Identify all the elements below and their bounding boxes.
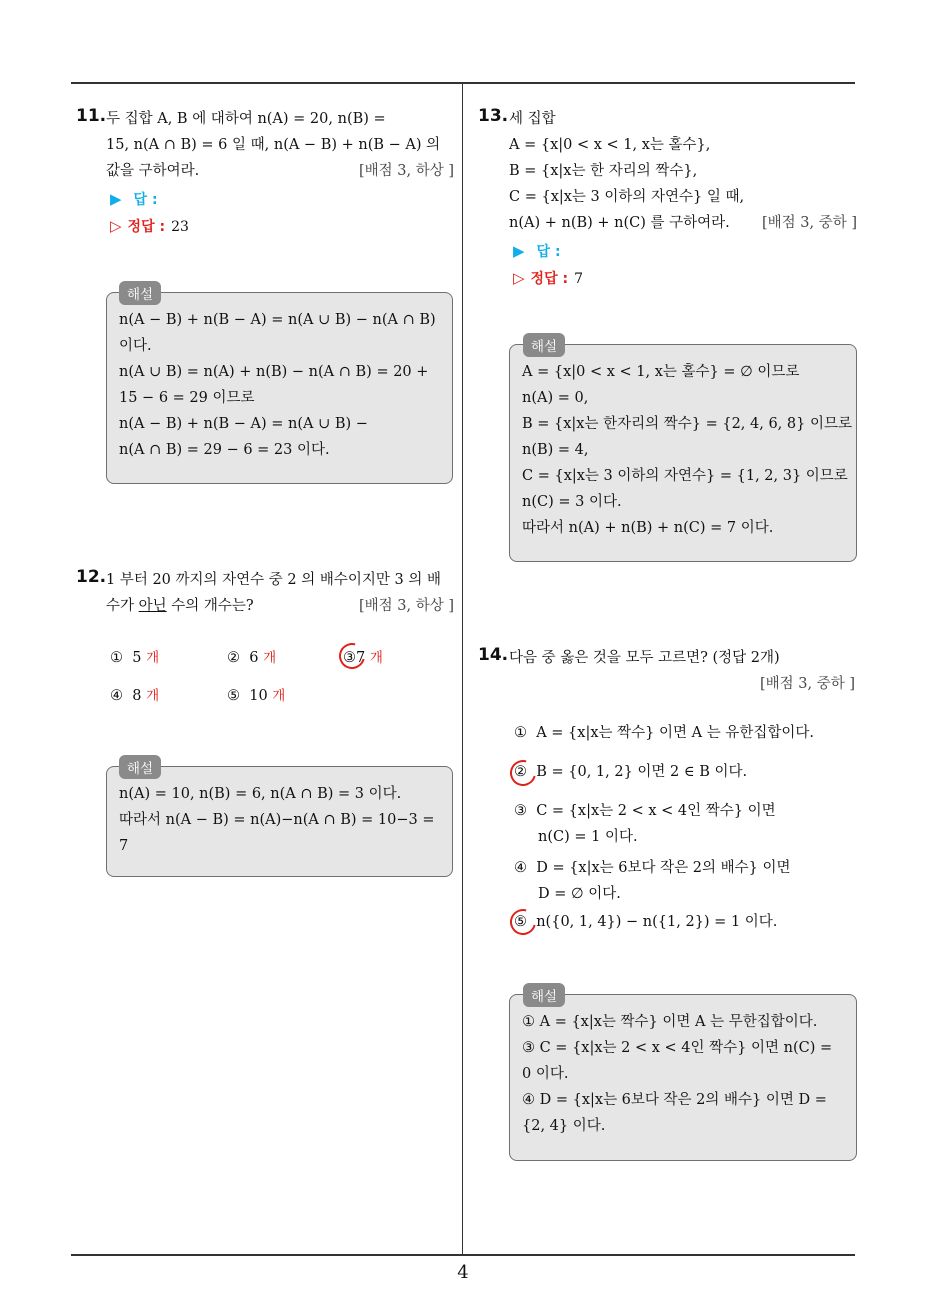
option-1[interactable] [514, 720, 814, 746]
question-line: 15, n(A ∩ B) = 6 일 때, n(A − B) + n(B − A) 의 [106, 137, 441, 153]
question-line: A = {x|0 < x < 1, x는 홀수}, [509, 137, 711, 153]
choice-3[interactable] [343, 646, 383, 666]
explanation-line: 이다. [119, 338, 152, 354]
question-11-meta: [배점 3, 하상 ] [358, 163, 454, 179]
option-text: B = {0, 1, 2} 이면 2 ∈ B 이다. [536, 764, 748, 780]
bottom-rule [71, 1254, 855, 1256]
explanation-line: 7 [119, 838, 129, 854]
option-4[interactable] [514, 855, 790, 907]
question-line: n(A) + n(B) + n(C) 를 구하여라. [509, 215, 730, 231]
explanation-line: n(A ∪ B) = n(A) + n(B) − n(A ∩ B) = 20 + [119, 364, 429, 380]
choice-2[interactable] [227, 646, 276, 666]
choice-mark: ⑤ [227, 688, 240, 704]
question-13-meta: [배점 3, 중하 ] [761, 215, 857, 231]
answer-label: 답 : [133, 192, 158, 208]
option-mark: ④ [514, 860, 527, 876]
question-12-text [106, 567, 454, 619]
explanation-line: A = {x|0 < x < 1, x는 홀수} = ∅ 이므로 [522, 364, 800, 380]
choice-mark: ② [227, 650, 240, 666]
answer-label: 답 : [536, 244, 561, 260]
q11-explanation-tag: 해설 [119, 281, 161, 305]
explanation-line: B = {x|x는 한자리의 짝수} = {2, 4, 6, 8} 이므로 [522, 416, 852, 432]
question-13-number: 13. [478, 106, 509, 126]
option-text: C = {x|x는 2 < x < 4인 짝수} 이면 [536, 803, 776, 819]
outline-triangle-icon: ▷ [513, 269, 525, 287]
page-number: 4 [457, 1262, 469, 1283]
explanation-line: n(A) = 0, [522, 390, 589, 406]
correct-label: 정답 : [127, 219, 166, 235]
question-12-number: 12. [76, 567, 107, 587]
option-text: D = {x|x는 6보다 작은 2의 배수} 이면 [536, 860, 791, 876]
question-14-number: 14. [478, 645, 509, 665]
explanation-line: n(A) = 10, n(B) = 6, n(A ∩ B) = 3 이다. [119, 786, 402, 802]
outline-triangle-icon: ▷ [110, 217, 122, 235]
play-triangle-icon: ▶ [110, 190, 122, 208]
option-mark: ① [514, 725, 527, 741]
question-13-text [509, 106, 857, 236]
choice-1[interactable] [110, 646, 159, 666]
q11-explanation-box [106, 292, 453, 484]
choice-unit: 개 [146, 650, 160, 666]
choice-5[interactable] [227, 684, 285, 704]
choice-unit: 개 [263, 650, 277, 666]
question-14-text [509, 645, 855, 697]
q14-explanation-tag: 해설 [523, 983, 565, 1007]
explanation-line: C = {x|x는 3 이하의 자연수} = {1, 2, 3} 이므로 [522, 468, 848, 484]
question-line: 세 집합 [509, 111, 556, 127]
question-14-meta: [배점 3, 중하 ] [759, 676, 855, 692]
explanation-line: n(A ∩ B) = 29 − 6 = 23 이다. [119, 442, 330, 458]
choice-mark: ③ [343, 650, 356, 666]
choice-value: 6 [249, 650, 259, 666]
option-text: n(C) = 1 이다. [538, 829, 638, 845]
q12-explanation-tag: 해설 [119, 755, 161, 779]
play-triangle-icon: ▶ [513, 242, 525, 260]
choice-4[interactable] [110, 684, 159, 704]
question-line: 값을 구하여라. [106, 163, 200, 179]
underlined-word: 아닌 [138, 598, 167, 614]
question-line-part: 수가 [106, 598, 139, 614]
explanation-line: 따라서 n(A − B) = n(A)−n(A ∩ B) = 10−3 = [119, 812, 435, 828]
question-11-text [106, 106, 454, 184]
option-text: A = {x|x는 짝수} 이면 A 는 유한집합이다. [536, 725, 814, 741]
option-text: n({0, 1, 4}) − n({1, 2}) = 1 이다. [536, 914, 778, 930]
question-line: B = {x|x는 한 자리의 짝수}, [509, 163, 698, 179]
question-line: 다음 중 옳은 것을 모두 고르면? (정답 2개) [509, 650, 780, 666]
question-line: 두 집합 A, B 에 대하여 n(A) = 20, n(B) = [106, 111, 386, 127]
choice-value: 8 [132, 688, 142, 704]
explanation-line: ④ D = {x|x는 6보다 작은 2의 배수} 이면 D = [522, 1092, 827, 1108]
explanation-line: 따라서 n(A) + n(B) + n(C) = 7 이다. [522, 520, 774, 536]
correct-value: 23 [171, 219, 189, 235]
choice-mark: ① [110, 650, 123, 666]
choice-unit: 개 [146, 688, 160, 704]
top-rule [71, 82, 855, 84]
choice-value: 5 [132, 650, 142, 666]
option-3[interactable] [514, 798, 776, 850]
explanation-line: ③ C = {x|x는 2 < x < 4인 짝수} 이면 n(C) = [522, 1040, 833, 1056]
question-12-meta: [배점 3, 하상 ] [358, 598, 454, 614]
question-line: 1 부터 20 까지의 자연수 중 2 의 배수이지만 3 의 배 [106, 572, 441, 588]
explanation-line: n(C) = 3 이다. [522, 494, 622, 510]
option-mark: ③ [514, 803, 527, 819]
explanation-line: n(A − B) + n(B − A) = n(A ∪ B) − n(A ∩ B) [119, 312, 436, 328]
question-11-number: 11. [76, 106, 107, 126]
q13-correct-row [513, 268, 583, 288]
choice-unit: 개 [272, 688, 286, 704]
explanation-line: 15 − 6 = 29 이므로 [119, 390, 255, 406]
option-text: D = ∅ 이다. [538, 886, 621, 902]
explanation-line: ① A = {x|x는 짝수} 이면 A 는 무한집합이다. [522, 1014, 818, 1030]
option-mark: ⑤ [514, 914, 527, 930]
column-divider [462, 84, 463, 1254]
option-5[interactable] [514, 909, 777, 935]
correct-label: 정답 : [530, 271, 569, 287]
q14-explanation-box [509, 994, 857, 1161]
q11-correct-row [110, 216, 189, 236]
q13-explanation-box [509, 344, 857, 562]
q12-explanation-box [106, 766, 453, 877]
explanation-line: n(A − B) + n(B − A) = n(A ∪ B) − [119, 416, 368, 432]
q13-answer-row [513, 241, 561, 261]
correct-value: 7 [574, 271, 583, 287]
question-line: C = {x|x는 3 이하의 자연수} 일 때, [509, 189, 745, 205]
choice-value: 7 [356, 650, 366, 666]
choice-value: 10 [249, 688, 268, 704]
option-mark: ② [514, 764, 527, 780]
option-2[interactable] [514, 759, 747, 785]
explanation-line: 0 이다. [522, 1066, 569, 1082]
choice-unit: 개 [369, 650, 383, 666]
explanation-line: {2, 4} 이다. [522, 1118, 606, 1134]
q11-answer-row [110, 189, 158, 209]
q13-explanation-tag: 해설 [523, 333, 565, 357]
explanation-line: n(B) = 4, [522, 442, 589, 458]
choice-mark: ④ [110, 688, 123, 704]
question-line-part: 수의 개수는? [166, 598, 254, 614]
